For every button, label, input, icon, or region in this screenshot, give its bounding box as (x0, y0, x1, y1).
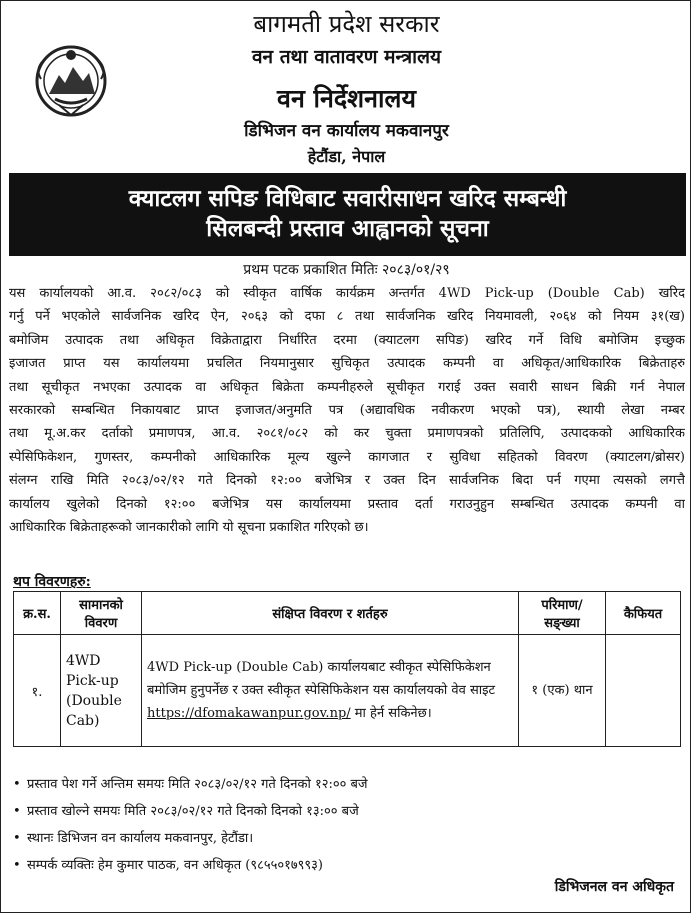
published-date: प्रथम पटक प्रकाशित मितिः २०८३/०१/२९ (243, 262, 450, 278)
notice-title-line-1: क्याटलग सपिङ विधिबाट सवारीसाधन खरिद सम्बन्धी (128, 186, 567, 212)
row-serial-number: १. (14, 635, 61, 747)
signature-title: डिभिजनल वन अधिकृत (554, 879, 674, 895)
row-brief-description (142, 635, 519, 747)
note-text: स्थानः डिभिजन वन कार्यालय मकवानपुर, हेटौंडा। (27, 831, 254, 846)
header-province-name: बागमती प्रदेश सरकार (253, 10, 440, 38)
note-text: प्रस्ताव पेश गर्ने अन्तिम समयः मिति २०८३/०२/१२ गते दिनको १२:०० बजे (27, 777, 368, 792)
bullet-icon: • (13, 858, 21, 873)
body-line: स्पेसिफिकेशन, गुणस्तर, कम्पनीको आधिकारिक मूल्य खुल्ने कागजात र सुविधा सहितको विवरण (क्याटलग/ब्रोसर) (9, 449, 685, 465)
note-opening-time (13, 798, 368, 825)
notice-body (9, 282, 685, 539)
note-contact-person (13, 852, 368, 879)
header-location: हेटौंडा, नेपाल (307, 147, 386, 166)
body-line: इजाजत प्राप्त यस कार्यालयमा प्रचलित नियमानुसार सुचिकृत उत्पादक कम्पनी वा अधिकृत/आधिकारिक बिक्रेताहरु (9, 356, 685, 372)
body-line: गर्नु पर्ने भएकोले सार्वजनिक खरिद ऐन, २०६३ को दफा ८ तथा सार्वजनिक खरिद नियमावली, २०६४ को नियम ३१(ख) (9, 309, 685, 325)
header-brief-description: संक्षिप्त विवरण र शर्तहरु (142, 592, 519, 635)
header-serial-number: क्र.स. (14, 592, 61, 635)
table-row (14, 635, 681, 747)
bullet-icon: • (13, 804, 21, 819)
details-table (13, 591, 681, 747)
body-line: संलग्न राखि मिति २०८३/०२/१२ गते दिनको १२:०० बजेभित्र र उक्त दिन सार्वजनिक बिदा पर्न गएमा त्यसको लगत्तै (9, 473, 685, 489)
notice-title-banner (9, 173, 686, 256)
row-item-description: 4WD Pick-up (Double Cab) (61, 635, 142, 747)
body-line: कार्यालय खुलेको दिनको १२:०० बजेभित्र यस कार्यालयमा प्रस्ताव दर्ता गराउनुहुन सम्बन्धित उत्पादक कम्पनी वा (9, 496, 685, 512)
header-quantity: परिमाण/ सङ्ख्या (519, 592, 606, 635)
header-office-name: डिभिजन वन कार्यालय मकवानपुर (244, 121, 449, 141)
body-line: तथा मू.अ.कर दर्ताको प्रमाणपत्र, आ.व. २०८१/०८२ को कर चुक्ता प्रमाणपत्रको प्रतिलिपि, उत्पादकको आधिकारिक (9, 426, 685, 442)
body-line: यस कार्यालयको आ.व. २०८२/०८३ को स्वीकृत वार्षिक कार्यक्रम अन्तर्गत 4WD Pick-up (Double Cab) खरिद (9, 286, 685, 301)
office-website-link[interactable]: https://dfomakawanpur.gov.np/ (147, 706, 351, 721)
header-remarks: कैफियत (606, 592, 681, 635)
header-directorate-name: वन निर्देशनालय (277, 84, 416, 113)
row-quantity: १ (एक) थान (519, 635, 606, 747)
table-header-row (14, 592, 681, 635)
note-text: सम्पर्क व्यक्तिः हेम कुमार पाठक, वन अधिकृत (९८५५०१७९९३) (27, 858, 324, 873)
note-location (13, 825, 368, 852)
notice-title-line-2: सिलबन्दी प्रस्ताव आह्वानको सूचना (206, 216, 489, 242)
description-text: 4WD Pick-up (Double Cab) कार्यालयबाट स्वीकृत स्पेसिफिकेशन बमोजिम हुनुपर्नेछ र उक्त स्वीकृत स्पेसिफिकेशन यस कार्यालयको वेव साइट (147, 660, 496, 698)
note-text: प्रस्ताव खोल्ने समयः मिति २०८३/०२/१२ गते दिनको दिनको १३:०० बजे (27, 804, 359, 819)
description-text-end: मा हेर्न सकिनेछ। (350, 706, 432, 721)
notes-list (13, 771, 368, 879)
note-submission-deadline (13, 771, 368, 798)
body-line: तथा सूचीकृत नभएका उत्पादक वा अधिकृत बिक्रेता कम्पनीहरुले सूचीकृत गराई उक्त सवारी साधन बिक्री गर्न नेपाल (9, 379, 685, 395)
body-line: बमोजिम उत्पादक तथा अधिकृत विक्रेताद्वारा निर्धारित दरमा (क्याटलग सपिङ) खरिद गर्ने विधि बमोजिम इच्छुक (9, 332, 685, 348)
header-ministry-name: वन तथा वातावरण मन्त्रालय (251, 46, 441, 68)
header-item-description: सामानको विवरण (61, 592, 142, 635)
row-remarks (606, 635, 681, 747)
bullet-icon: • (13, 831, 21, 846)
bullet-icon: • (13, 777, 21, 792)
body-line: आधिकारिक बिक्रेताहरूको जानकारीको लागि यो सूचना प्रकाशित गरिएको छ। (9, 520, 369, 536)
body-line: सरकारको सम्बन्धित निकायबाट प्राप्त इजाजत/अनुमति पत्र (अद्यावधिक नवीकरण भएको पत्र), स्थायी लेखा नम्बर (9, 403, 685, 419)
more-details-title: थप विवरणहरु: (13, 574, 91, 590)
